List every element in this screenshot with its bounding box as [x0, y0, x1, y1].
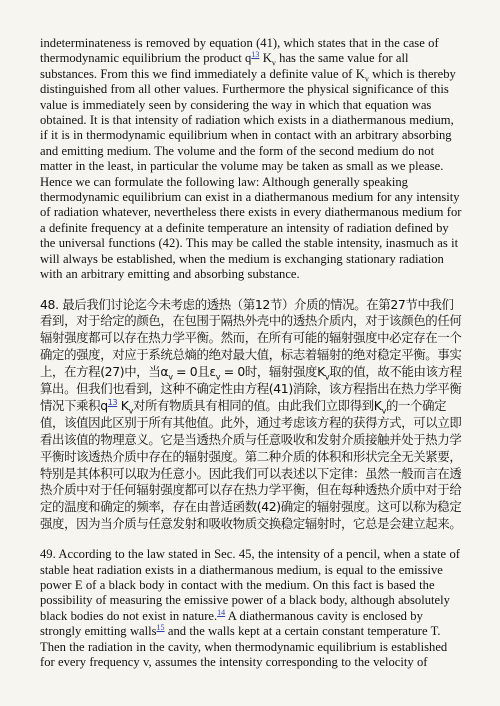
text-span: = 0且ε: [172, 364, 216, 380]
footnote-link-14[interactable]: 14: [217, 607, 226, 617]
paragraph-chinese-48: [40, 297, 462, 534]
subscript-v: v: [324, 372, 330, 382]
text-span: K: [259, 51, 272, 66]
subscript-v: v: [168, 372, 173, 382]
subscript-v: v: [381, 406, 386, 416]
subscript-v: v: [215, 372, 221, 382]
text-span: 49. According to the law stated in Sec. 45, the intensity of a pencil, when a state of stable heat radiation exists in a diathermanous medium, is equal to the emissive power E of a black body in contact with the medium. On this fact is based the possibility of measuring the emissive power of a black body, although absolutely black bodies do not exist in nature.: [40, 547, 460, 623]
text-span: A diathermanous cavity is enclosed by strongly emitting walls: [40, 608, 423, 639]
subscript-v: v: [364, 74, 369, 84]
text-span: indeterminateness is removed by equation (41), which states that in the case of thermodynamic equilibrium the product q: [40, 36, 439, 66]
text-span: and the walls kept at a certain constant temperature T. Then the radiation in the cavity, when thermodynamic equilibrium is established for every frequency v, assumes the intensity corresponding to the velocity of: [40, 624, 448, 670]
text-span: 的一个确定值，该值因此区别于所有其他值。此外，通过考虑该方程的获得方式，可以立即看出该值的物理意义。它是当透热介质与任意吸收和发射介质接触并处于热力学平衡时该透热介质中存在的辐射强度。第二种介质的体积和形状完全无关紧要，特别是其体积可以取为任意小。因此我们可以表述以下定律：虽然一般而言在透热介质中对于任何辐射强度都可以存在热力学平衡，但在每种透热介质中对于给定的温度和确定的频率，存在由普适函数(42)确定的辐射强度。这可以称为稳定强度，因为当介质与任意发射和吸收物质交换稳定辐射时，它总是会建立起来。: [40, 397, 462, 532]
text-span: which is thereby distinguished from all other values. Furthermore the physical significance of this value is immediately seen by considering the way in which that equation was obtained. It is that intensity of radiation which exists in a diathermanous medium, if it is in thermodynamic equilibrium when in contact with an arbitrary absorbing and emitting medium. The volume and the form of the second medium do not matter in the least, in particular the volume may be taken as small as we please. Hence we can formulate the following law: Although generally speaking thermodynamic equilibrium can exist in a diathermanous medium for any intensity of radiation whatever, nevertheless there exists in every diathermanous medium for a definite frequency at a definite temperature an intensity of radiation defined by the universal functions (42). This may be called the stable intensity, inasmuch as it will always be established, when the medium is exchanging stationary radiation with an arbitrary emitting and absorbing substance.: [40, 66, 462, 282]
paragraph-english-47-continued: [40, 36, 462, 283]
text-span: K: [117, 397, 129, 413]
footnote-link-13[interactable]: 13: [107, 397, 118, 407]
text-span: 48. 最后我们讨论迄今未考虑的透热（第12节）介质的情况。在第27节中我们看到，对于给定的颜色，在包围于隔热外壳中的透热介质内，对于该颜色的任何辐射强度都可以存在热力学平衡。然而，在所有可能的辐射强度中必定存在一个确定的强度，对应于系统总熵的绝对最大值，标志着辐射的绝对稳定平衡。事实上，在方程(27)中，当α: [40, 296, 462, 380]
paragraph-english-49: [40, 547, 462, 670]
subscript-v: v: [128, 406, 133, 416]
text-span: = 0时，辐射强度K: [220, 364, 325, 380]
text-span: has the same value for all substances. From this we find immediately a definite value of K: [40, 51, 409, 81]
text-span: 取的值，故不能由该方程算出。但我们也看到，这种不确定性由方程(41)消除，该方程指出在热力学平衡情况下乘积q: [40, 364, 462, 413]
subscript-v: v: [271, 58, 276, 68]
footnote-link-13[interactable]: 13: [251, 50, 260, 60]
text-span: 对所有物质具有相同的值。由此我们立即得到K: [132, 397, 382, 413]
footnote-link-15[interactable]: 15: [156, 623, 165, 633]
